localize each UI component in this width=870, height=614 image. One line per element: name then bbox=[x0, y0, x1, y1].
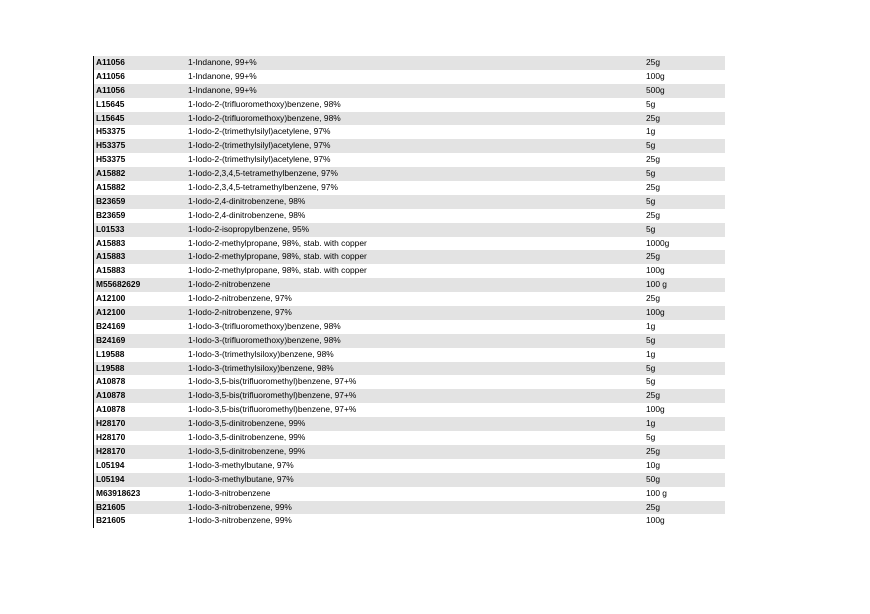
package-quantity: 25g bbox=[646, 445, 660, 456]
product-description: 1-Iodo-2,3,4,5-tetramethylbenzene, 97% bbox=[188, 182, 338, 193]
catalog-code: A15883 bbox=[96, 237, 126, 248]
table-row bbox=[93, 514, 725, 528]
catalog-code: H53375 bbox=[96, 154, 126, 165]
table-row bbox=[93, 501, 725, 515]
table-row bbox=[93, 84, 725, 98]
catalog-code: A10878 bbox=[96, 404, 126, 415]
table-row bbox=[93, 403, 725, 417]
product-description: 1-Iodo-2-(trifluoromethoxy)benzene, 98% bbox=[188, 98, 341, 109]
catalog-code: L19588 bbox=[96, 362, 125, 373]
package-quantity: 10g bbox=[646, 459, 660, 470]
catalog-code: B23659 bbox=[96, 209, 126, 220]
product-description: 1-Iodo-2-(trimethylsilyl)acetylene, 97% bbox=[188, 126, 331, 137]
catalog-code: L05194 bbox=[96, 473, 125, 484]
table-row bbox=[93, 334, 725, 348]
package-quantity: 500g bbox=[646, 84, 665, 95]
catalog-code: A12100 bbox=[96, 293, 126, 304]
package-quantity: 5g bbox=[646, 334, 656, 345]
product-description: 1-Iodo-3-(trimethylsiloxy)benzene, 98% bbox=[188, 362, 334, 373]
product-description: 1-Iodo-3-(trifluoromethoxy)benzene, 98% bbox=[188, 334, 341, 345]
package-quantity: 5g bbox=[646, 168, 656, 179]
table-row bbox=[93, 459, 725, 473]
product-description: 1-Iodo-3,5-dinitrobenzene, 99% bbox=[188, 418, 306, 429]
catalog-code: H53375 bbox=[96, 126, 126, 137]
package-quantity: 25g bbox=[646, 112, 660, 123]
table-row bbox=[93, 250, 725, 264]
package-quantity: 25g bbox=[646, 390, 660, 401]
catalog-code: H28170 bbox=[96, 445, 126, 456]
catalog-code: L19588 bbox=[96, 348, 125, 359]
table-row bbox=[93, 181, 725, 195]
catalog-code: B21605 bbox=[96, 501, 126, 512]
product-description: 1-Iodo-2-nitrobenzene, 97% bbox=[188, 307, 292, 318]
catalog-code: B24169 bbox=[96, 320, 126, 331]
table-row bbox=[93, 264, 725, 278]
product-description: 1-Iodo-2-(trimethylsilyl)acetylene, 97% bbox=[188, 140, 331, 151]
catalog-code: A15882 bbox=[96, 182, 126, 193]
table-row bbox=[93, 56, 725, 70]
product-description: 1-Indanone, 99+% bbox=[188, 70, 257, 81]
product-description: 1-Iodo-3-(trifluoromethoxy)benzene, 98% bbox=[188, 320, 341, 331]
table-row bbox=[93, 320, 725, 334]
package-quantity: 5g bbox=[646, 376, 656, 387]
catalog-code: A10878 bbox=[96, 376, 126, 387]
catalog-code: B23659 bbox=[96, 195, 126, 206]
table-row bbox=[93, 98, 725, 112]
table-row bbox=[93, 431, 725, 445]
product-description: 1-Iodo-2-(trifluoromethoxy)benzene, 98% bbox=[188, 112, 341, 123]
package-quantity: 25g bbox=[646, 154, 660, 165]
catalog-code: A15882 bbox=[96, 168, 126, 179]
table-row bbox=[93, 389, 725, 403]
table-row bbox=[93, 306, 725, 320]
product-table bbox=[93, 56, 725, 528]
package-quantity: 100g bbox=[646, 404, 665, 415]
product-description: 1-Iodo-3,5-bis(trifluoromethyl)benzene, 97+% bbox=[188, 390, 357, 401]
package-quantity: 25g bbox=[646, 57, 660, 67]
product-description: 1-Iodo-3-nitrobenzene bbox=[188, 487, 271, 498]
product-description: 1-Iodo-2-methylpropane, 98%, stab. with copper bbox=[188, 265, 367, 276]
table-row bbox=[93, 209, 725, 223]
package-quantity: 1g bbox=[646, 320, 656, 331]
catalog-code: H53375 bbox=[96, 140, 126, 151]
package-quantity: 100 g bbox=[646, 487, 667, 498]
package-quantity: 5g bbox=[646, 140, 656, 151]
table-row bbox=[93, 112, 725, 126]
product-description: 1-Iodo-3,5-dinitrobenzene, 99% bbox=[188, 445, 306, 456]
table-row bbox=[93, 153, 725, 167]
product-description: 1-Iodo-2-nitrobenzene bbox=[188, 279, 271, 290]
package-quantity: 5g bbox=[646, 223, 656, 234]
package-quantity: 5g bbox=[646, 362, 656, 373]
catalog-code: A15883 bbox=[96, 265, 126, 276]
table-row bbox=[93, 139, 725, 153]
product-description: 1-Iodo-3,5-bis(trifluoromethyl)benzene, 97+% bbox=[188, 376, 357, 387]
product-description: 1-Iodo-2-methylpropane, 98%, stab. with copper bbox=[188, 237, 367, 248]
package-quantity: 50g bbox=[646, 473, 660, 484]
product-description: 1-Iodo-2,3,4,5-tetramethylbenzene, 97% bbox=[188, 168, 338, 179]
product-description: 1-Iodo-2-nitrobenzene, 97% bbox=[188, 293, 292, 304]
package-quantity: 25g bbox=[646, 209, 660, 220]
table-row bbox=[93, 487, 725, 501]
package-quantity: 100g bbox=[646, 265, 665, 276]
product-description: 1-Iodo-3-(trimethylsiloxy)benzene, 98% bbox=[188, 348, 334, 359]
table-row bbox=[93, 473, 725, 487]
catalog-code: A11056 bbox=[96, 57, 125, 67]
catalog-code: B24169 bbox=[96, 334, 126, 345]
package-quantity: 25g bbox=[646, 501, 660, 512]
product-description: 1-Iodo-2-(trimethylsilyl)acetylene, 97% bbox=[188, 154, 331, 165]
catalog-code: A11056 bbox=[96, 70, 125, 81]
table-row bbox=[93, 195, 725, 209]
catalog-code: L15645 bbox=[96, 98, 125, 109]
catalog-code: A15883 bbox=[96, 251, 126, 262]
catalog-code: H28170 bbox=[96, 432, 126, 443]
table-row bbox=[93, 237, 725, 251]
package-quantity: 1g bbox=[646, 348, 656, 359]
product-description: 1-Iodo-3-nitrobenzene, 99% bbox=[188, 515, 292, 526]
catalog-code: L15645 bbox=[96, 112, 125, 123]
product-description: 1-Iodo-3-nitrobenzene, 99% bbox=[188, 501, 292, 512]
product-description: 1-Iodo-3-methylbutane, 97% bbox=[188, 473, 294, 484]
catalog-code: M55682629 bbox=[96, 279, 141, 290]
product-description: 1-Iodo-3-methylbutane, 97% bbox=[188, 459, 294, 470]
catalog-code: A10878 bbox=[96, 390, 126, 401]
package-quantity: 25g bbox=[646, 293, 660, 304]
package-quantity: 1g bbox=[646, 126, 656, 137]
table-row bbox=[93, 417, 725, 431]
catalog-code: L01533 bbox=[96, 223, 125, 234]
catalog-code: B21605 bbox=[96, 515, 126, 526]
table-row bbox=[93, 375, 725, 389]
package-quantity: 25g bbox=[646, 251, 660, 262]
product-description: 1-Iodo-2,4-dinitrobenzene, 98% bbox=[188, 209, 306, 220]
table-row bbox=[93, 167, 725, 181]
table-row bbox=[93, 445, 725, 459]
product-description: 1-Iodo-2-isopropylbenzene, 95% bbox=[188, 223, 310, 234]
product-description: 1-Iodo-3,5-bis(trifluoromethyl)benzene, 97+% bbox=[188, 404, 357, 415]
package-quantity: 1g bbox=[646, 418, 656, 429]
catalog-code: A12100 bbox=[96, 307, 126, 318]
table-row bbox=[93, 278, 725, 292]
package-quantity: 100g bbox=[646, 70, 665, 81]
package-quantity: 100g bbox=[646, 515, 665, 526]
table-row bbox=[93, 348, 725, 362]
package-quantity: 5g bbox=[646, 195, 656, 206]
package-quantity: 5g bbox=[646, 98, 656, 109]
product-description: 1-Indanone, 99+% bbox=[188, 84, 257, 95]
product-description: 1-Iodo-2-methylpropane, 98%, stab. with copper bbox=[188, 251, 367, 262]
catalog-code: M63918623 bbox=[96, 487, 141, 498]
package-quantity: 100 g bbox=[646, 279, 667, 290]
product-description: 1-Iodo-3,5-dinitrobenzene, 99% bbox=[188, 432, 306, 443]
catalog-code: A11056 bbox=[96, 84, 125, 95]
table-row bbox=[93, 125, 725, 139]
package-quantity: 25g bbox=[646, 182, 660, 193]
catalog-code: H28170 bbox=[96, 418, 126, 429]
package-quantity: 100g bbox=[646, 307, 665, 318]
table-row bbox=[93, 70, 725, 84]
package-quantity: 1000g bbox=[646, 237, 670, 248]
table-row bbox=[93, 362, 725, 376]
product-description: 1-Iodo-2,4-dinitrobenzene, 98% bbox=[188, 195, 306, 206]
product-description: 1-Indanone, 99+% bbox=[188, 57, 257, 67]
table-row bbox=[93, 292, 725, 306]
table-row bbox=[93, 223, 725, 237]
package-quantity: 5g bbox=[646, 432, 656, 443]
catalog-code: L05194 bbox=[96, 459, 125, 470]
